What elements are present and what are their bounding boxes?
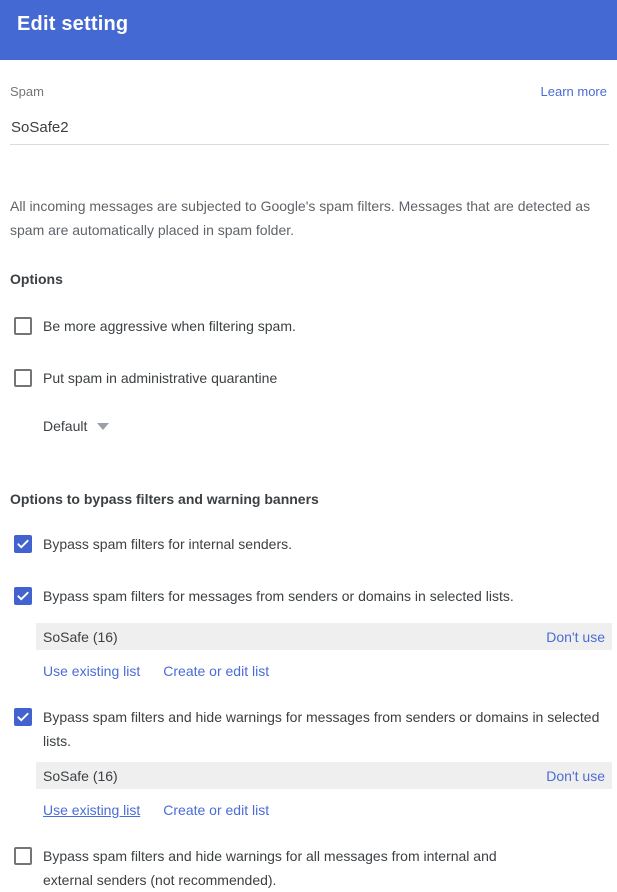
aggressive-filtering-checkbox[interactable]: [14, 317, 32, 335]
approved-senders-links-row: [43, 663, 607, 679]
bypass-hide-warnings-approved-checkbox[interactable]: [14, 708, 32, 726]
checkbox-row-aggressive: [10, 314, 607, 338]
aggressive-filtering-label: Be more aggressive when filtering spam.: [43, 318, 296, 334]
quarantine-dropdown[interactable]: [43, 418, 109, 434]
checkmark-icon: [16, 710, 30, 724]
bypass-approved-senders-checkbox[interactable]: [14, 587, 32, 605]
dialog-header: [0, 0, 617, 60]
options-heading: Options: [10, 271, 63, 287]
checkbox-row-approved-senders: [10, 584, 607, 608]
bypass-options-heading: Options to bypass filters and warning banners: [10, 491, 319, 507]
bypass-approved-senders-label: Bypass spam filters for messages from senders or domains in selected lists.: [43, 588, 514, 604]
dialog-title: Edit setting: [17, 12, 129, 35]
admin-quarantine-label: Put spam in administrative quarantine: [43, 370, 278, 386]
dialog-content: [0, 84, 617, 892]
hide-warnings-list-name: SoSafe (16): [43, 767, 118, 784]
hide-warnings-list-row: [36, 762, 612, 789]
hide-warnings-dont-use-link[interactable]: Don't use: [546, 767, 605, 784]
bypass-all-senders-checkbox[interactable]: [14, 847, 32, 865]
arrow-drop-down-icon: [97, 423, 109, 430]
approved-senders-use-existing-list-link[interactable]: Use existing list: [43, 663, 141, 679]
checkbox-row-all-senders: [10, 844, 607, 892]
learn-more-link[interactable]: Learn more: [540, 84, 607, 99]
approved-senders-dont-use-link[interactable]: Don't use: [546, 628, 605, 645]
setting-name-label: Spam: [10, 84, 44, 99]
checkmark-icon: [16, 537, 30, 551]
checkbox-row-internal-senders: [10, 532, 607, 556]
bypass-hide-warnings-approved-label: Bypass spam filters and hide warnings for messages from senders or domains in selected lists.: [43, 709, 600, 749]
bypass-internal-senders-checkbox[interactable]: [14, 535, 32, 553]
bypass-internal-senders-label: Bypass spam filters for internal senders.: [43, 536, 292, 552]
checkbox-row-approved-senders-no-warning: [10, 705, 607, 753]
setting-description-text: All incoming messages are subjected to Google's spam filters. Messages that are detected as spam are automatically placed in spam folder.: [10, 198, 591, 238]
bypass-all-senders-label: Bypass spam filters and hide warnings for all messages from internal and external senders (not recommended).: [43, 848, 497, 888]
quarantine-dropdown-value: Default: [43, 418, 88, 434]
setting-head-row: [10, 84, 607, 99]
approved-senders-create-or-edit-list-link[interactable]: Create or edit list: [163, 663, 270, 679]
approved-senders-list-name: SoSafe (16): [43, 628, 118, 645]
approved-senders-list-row: [36, 623, 612, 650]
hide-warnings-create-or-edit-list-link[interactable]: Create or edit list: [163, 802, 270, 818]
checkbox-row-quarantine: [10, 366, 607, 390]
hide-warnings-use-existing-list-link[interactable]: Use existing list: [43, 802, 141, 818]
checkmark-icon: [16, 589, 30, 603]
hide-warnings-links-row: [43, 802, 607, 818]
admin-quarantine-checkbox[interactable]: [14, 369, 32, 387]
setting-description-input[interactable]: [10, 119, 609, 145]
